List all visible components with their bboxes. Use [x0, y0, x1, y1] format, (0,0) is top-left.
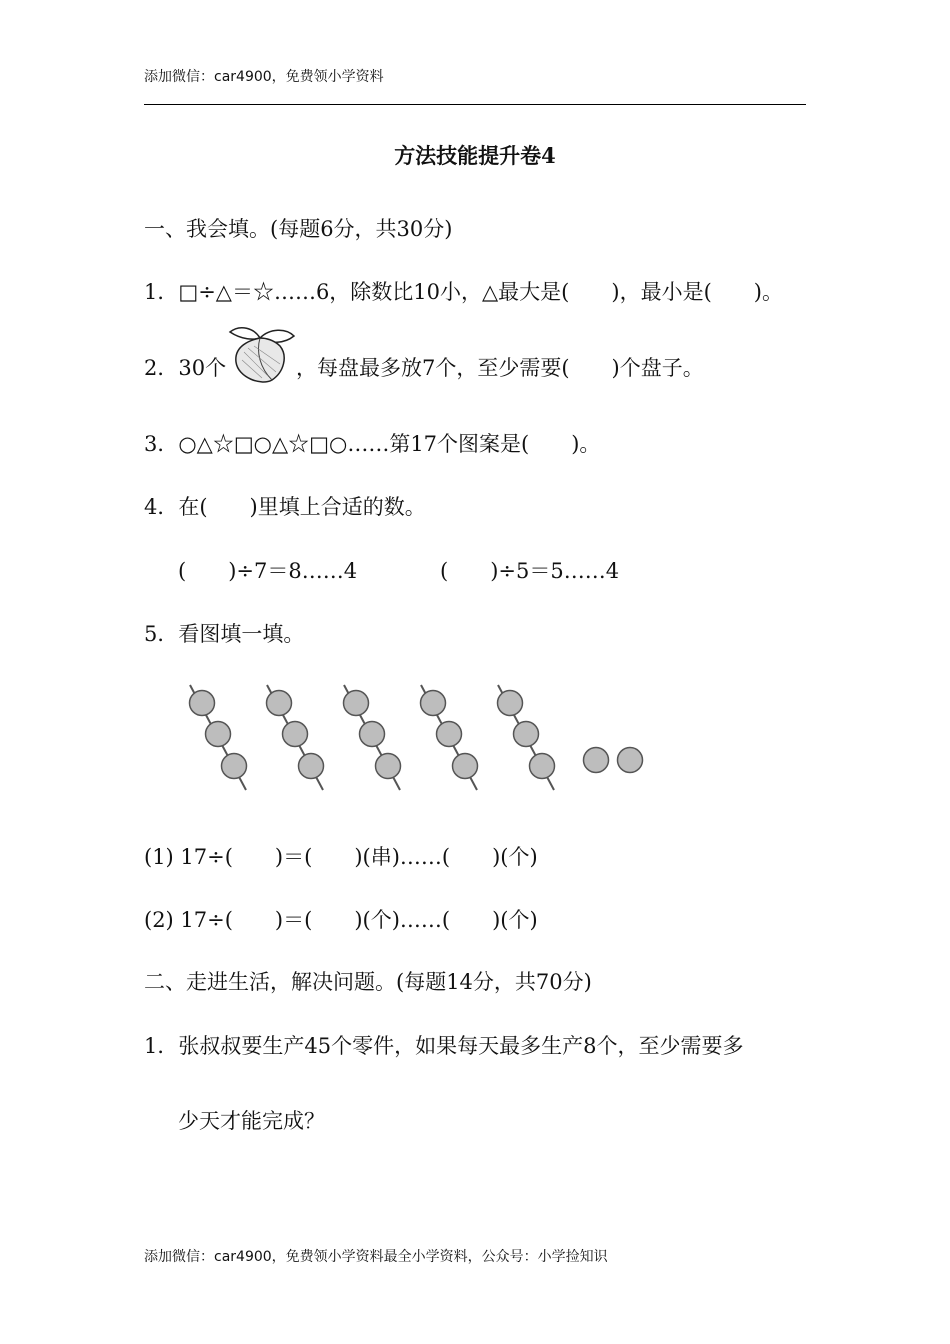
skewer-ball: [267, 691, 292, 716]
skewer-ball: [283, 722, 308, 747]
header-note: 添加微信：car4900，免费领小学资料: [144, 69, 384, 85]
question-1-4: 4．在( )里填上合适的数。: [144, 495, 426, 519]
question-1-3: 3．○△☆□○△☆□○……第17个图案是( )。: [144, 432, 601, 456]
skewer-ball: [360, 722, 385, 747]
skewer-ball: [498, 691, 523, 716]
question-1-5: 5．看图填一填。: [144, 622, 305, 646]
skewer-ball: [453, 754, 478, 779]
loose-ball: [584, 748, 609, 773]
skewer-ball: [437, 722, 462, 747]
skewer-ball: [344, 691, 369, 716]
question-1-4-a: ( )÷7＝8……4: [178, 559, 358, 583]
loose-ball: [618, 748, 643, 773]
skewer-ball: [222, 754, 247, 779]
peach-icon: [224, 322, 296, 388]
header-divider: [144, 104, 806, 105]
question-1-4-b: ( )÷5＝5……4: [440, 559, 620, 583]
question-1-1: 1．□÷△＝☆……6，除数比10小，△最大是( )，最小是( )。: [144, 280, 783, 304]
skewer-ball: [190, 691, 215, 716]
skewer-ball: [299, 754, 324, 779]
question-1-2-suffix: ，每盘最多放7个，至少需要( )个盘子。: [296, 356, 704, 380]
skewer-ball: [530, 754, 555, 779]
question-1-5-2: (2) 17÷( )＝( )(个)……( )(个): [144, 908, 538, 932]
skewer-ball: [514, 722, 539, 747]
question-1-5-1: (1) 17÷( )＝( )(串)……( )(个): [144, 845, 538, 869]
skewer-ball: [421, 691, 446, 716]
footer-note: 添加微信：car4900，免费领小学资料最全小学资料，公众号：小学捡知识: [144, 1249, 608, 1265]
skewer-ball: [206, 722, 231, 747]
question-2-1-line2: 少天才能完成？: [178, 1109, 325, 1133]
skewer-ball: [376, 754, 401, 779]
section1-heading: 一、我会填。(每题6分，共30分): [144, 217, 453, 241]
skewer-figure: [180, 680, 660, 800]
section2-heading: 二、走进生活，解决问题。(每题14分，共70分): [144, 970, 592, 994]
page-title: 方法技能提升卷4: [394, 143, 556, 168]
question-2-1-line1: 1．张叔叔要生产45个零件，如果每天最多生产8个，至少需要多: [144, 1034, 744, 1058]
question-1-2-prefix: 2．30个: [144, 356, 227, 380]
